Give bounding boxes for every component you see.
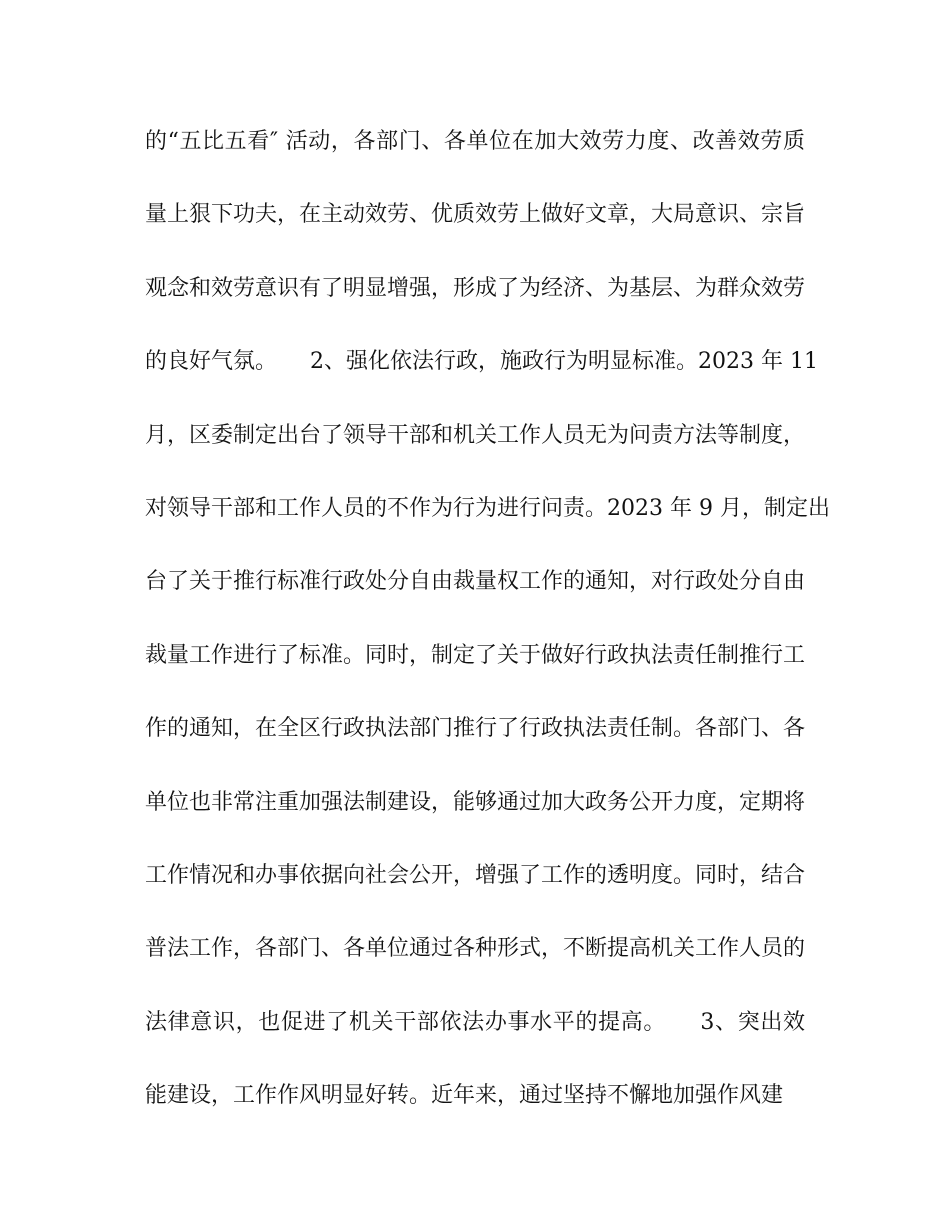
text-line: 法律意识，也促进了机关干部依法办事水平的提高。 3、突出效 [145, 1009, 805, 1035]
text-line: 裁量工作进行了标准。同时，制定了关于做好行政执法责任制推行工 [145, 642, 806, 668]
text-line: 观念和效劳意识有了明显增强，形成了为经济、为基层、为群众效劳 [145, 275, 806, 301]
text-line: 的良好气氛。 2、强化依法行政，施政行为明显标准。2023 年 11 [145, 349, 818, 375]
text-line: 工作情况和办事依据向社会公开，增强了工作的透明度。同时，结合 [145, 862, 806, 888]
text-line: 作的通知，在全区行政执法部门推行了行政执法责任制。各部门、各 [145, 716, 806, 742]
document-body-text [145, 122, 830, 1149]
text-line: 对领导干部和工作人员的不作为行为进行问责。2023 年 9 月，制定出 [145, 495, 830, 521]
text-line: 月，区委制定出台了领导干部和机关工作人员无为问责方法等制度， [145, 422, 806, 448]
text-line: 单位也非常注重加强法制建设，能够通过加大政务公开力度，定期将 [145, 789, 806, 815]
text-line: 量上狠下功夫，在主动效劳、优质效劳上做好文章，大局意识、宗旨 [145, 202, 806, 228]
text-line: 能建设，工作作风明显好转。近年来，通过坚持不懈地加强作风建 [145, 1083, 784, 1109]
text-line: 普法工作，各部门、各单位通过各种形式，不断提高机关工作人员的 [145, 936, 806, 962]
text-line: 台了关于推行标准行政处分自由裁量权工作的通知，对行政处分自由 [145, 569, 806, 595]
text-line: 的“五比五看″ 活动，各部门、各单位在加大效劳力度、改善效劳质 [145, 129, 805, 154]
